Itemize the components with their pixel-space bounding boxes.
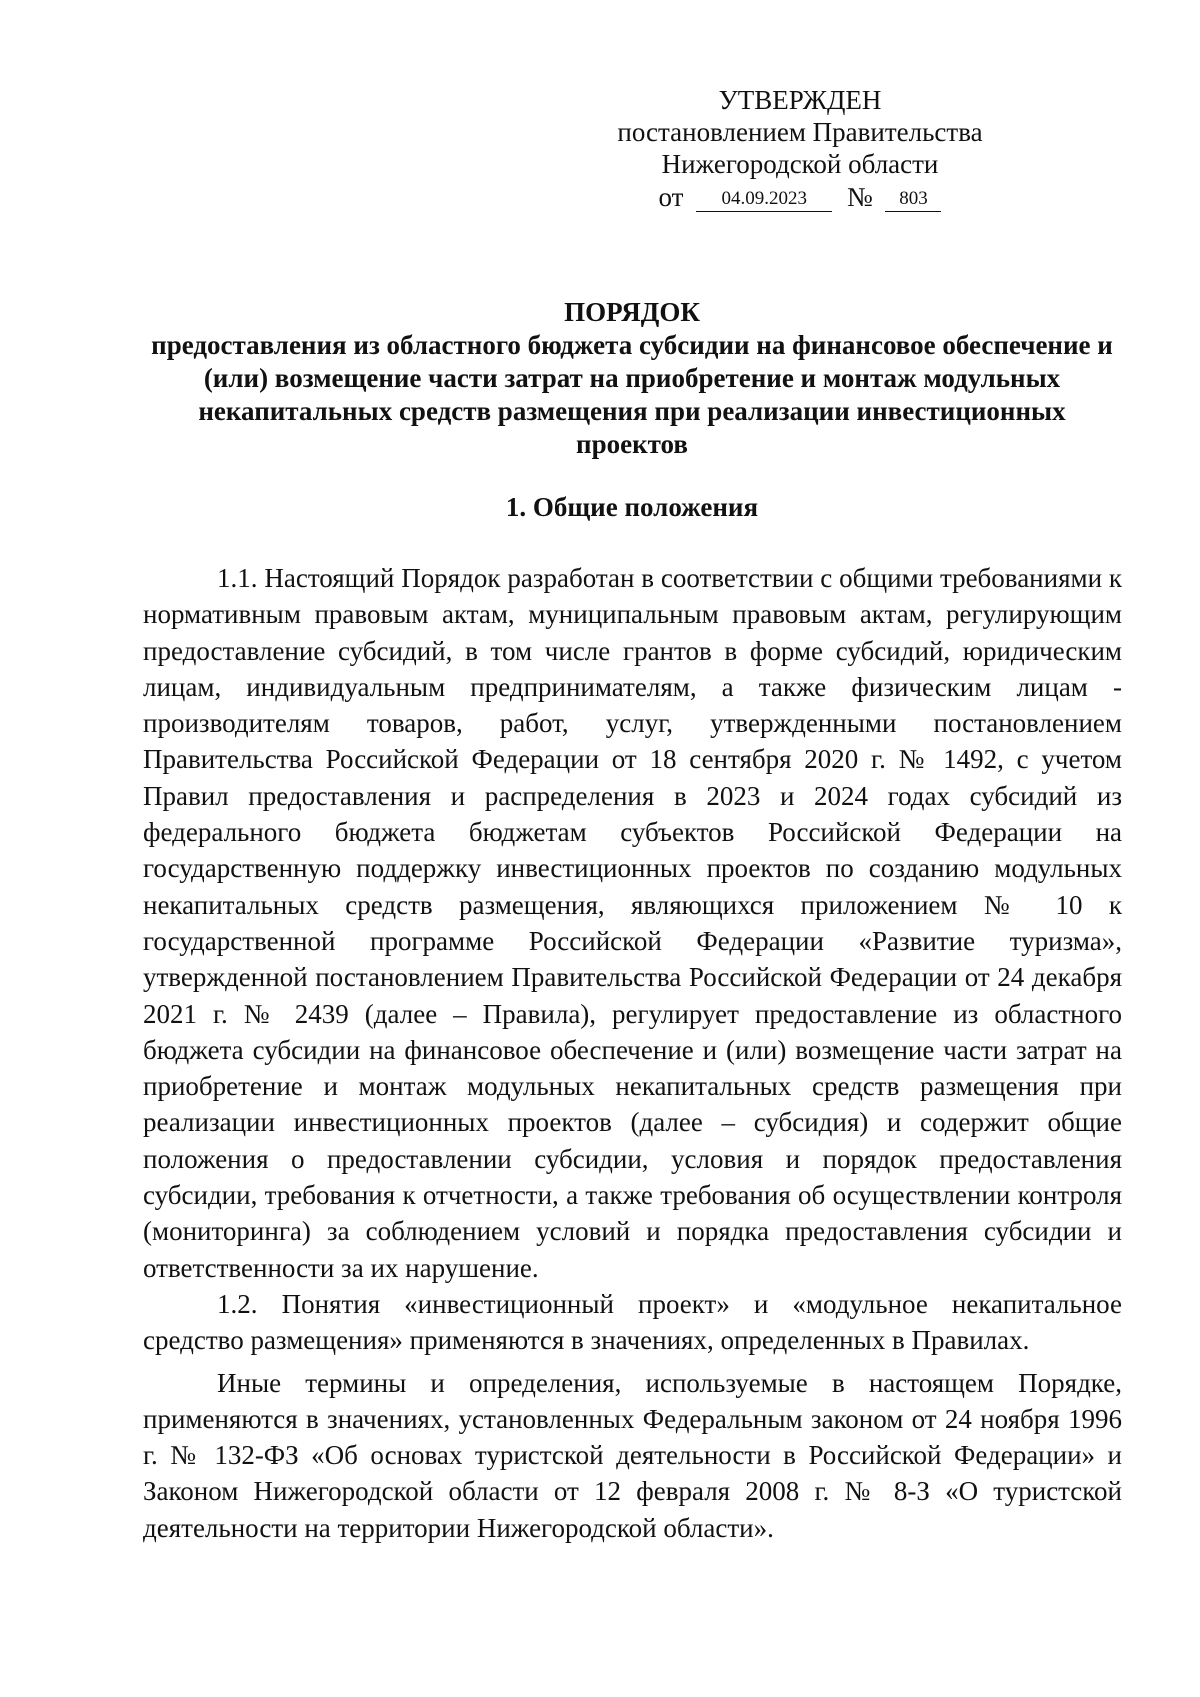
number-prefix: №	[846, 182, 873, 212]
approval-status: УТВЕРЖДЕН	[718, 85, 882, 115]
paragraph-1-1: 1.1. Настоящий Порядок разработан в соответствии с общими требованиями к нормативным правовым актам, муниципальным правовым актам, регулирующим предоставление субсидий, в том числе грантов в форме субсидий, юридическим лицам, индивидуальным предпринимателям, а также физическим лицам - производителям товаров, работ, услуг, утвержденными постановлением Правительства Российской Федерации от 18 сентября 2020 г. № 1492, с учетом Правил предоставления и распределения в 2023 и 2024 годах субсидий из федерального бюджета бюджетам субъектов Российской Федерации на государственную поддержку инвестиционных проектов по созданию модульных некапитальных средств размещения, являющихся приложением № 10 к государственной программе Российской Федерации «Развитие туризма», утвержденной постановлением Правительства Российской Федерации от 24 декабря 2021 г. № 2439 (далее – Правила), регулирует предоставление из областного бюджета субсидии на финансовое обеспечение и (или) возмещение части затрат на приобретение и монтаж модульных некапитальных средств размещения при реализации инвестиционных проектов (далее – субсидия) и содержит общие положения о предоставлении субсидии, условия и порядок предоставления субсидии, требования к отчетности, а также требования об осуществлении контроля (мониторинга) за соблюдением условий и порядка предоставления субсидии и ответственности за их нарушение.	[143, 563, 1122, 1283]
approval-number-field: 803	[885, 187, 941, 212]
section-heading: 1. Общие положения	[505, 492, 759, 522]
approval-date-line	[590, 181, 1010, 213]
approval-region-line: Нижегородской области	[661, 149, 939, 179]
date-prefix: от	[658, 182, 684, 212]
paragraph-terms: Иные термины и определения, используемые в настоящем Порядке, применяются в значениях, установленных Федеральным законом от 24 ноября 1996 г. № 132-ФЗ «Об основах туристской деятельности в Российской Федерации» и Законом Нижегородской области от 12 февраля 2008 г. № 8-З «О туристской деятельности на территории Нижегородской области».	[143, 1367, 1122, 1543]
paragraph-1-2: 1.2. Понятия «инвестиционный проект» и «модульное некапитальное средство размещения» применяются в значениях, определенных в Правилах.	[143, 1288, 1122, 1356]
document-subtitle: предоставления из областного бюджета субсидии на финансовое обеспечение и (или) возмещение части затрат на приобретение и монтаж модульных некапитальных средств размещения при реализации инвестиционных проектов	[151, 330, 1113, 459]
document-title-block	[140, 296, 1124, 461]
approval-stamp-block	[590, 84, 1010, 213]
document-title: ПОРЯДОК	[564, 297, 700, 327]
section-body	[143, 560, 1122, 1546]
approval-date-field: 04.09.2023	[696, 187, 832, 212]
approval-by-line: постановлением Правительства	[617, 117, 983, 147]
